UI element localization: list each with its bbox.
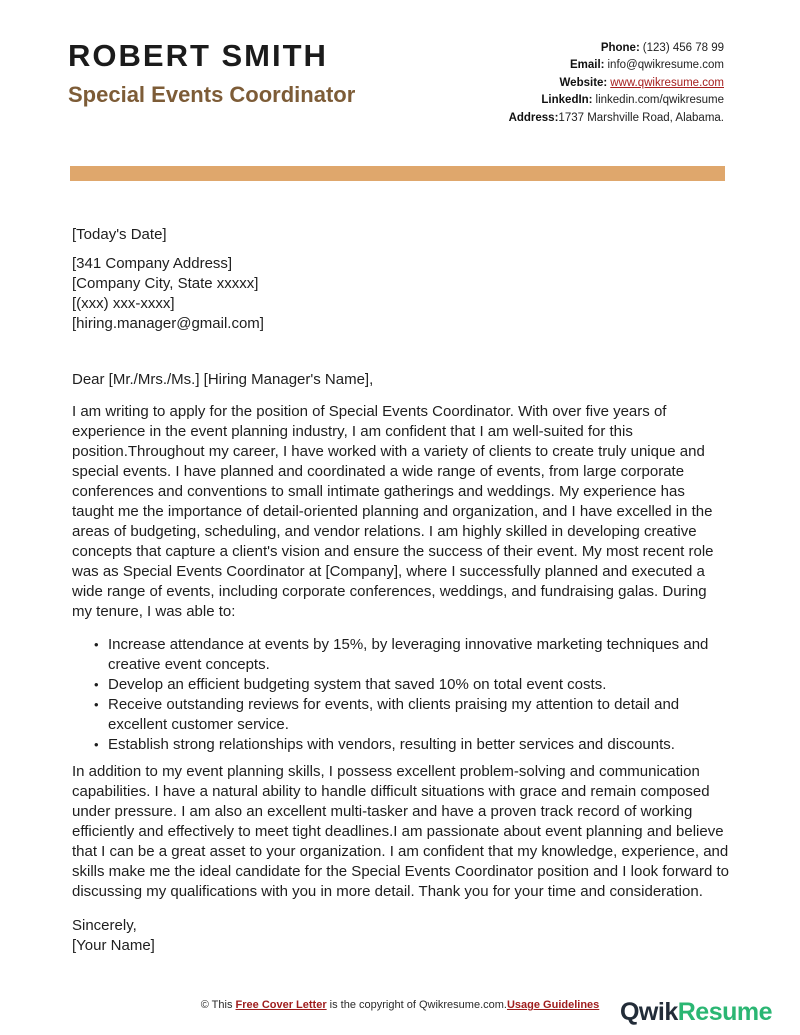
contact-email (509, 57, 724, 74)
bullet-icon: • (94, 677, 99, 693)
closing-line: Sincerely, (72, 917, 137, 935)
address-value: 1737 Marshville Road, Alabama. (558, 111, 724, 124)
website-label: Website: (559, 76, 608, 89)
company-phone-line: [(xxx) xxx-xxxx] (72, 295, 175, 313)
company-email-line: [hiring.manager@gmail.com] (72, 315, 264, 333)
copyright-middle: is the copyright of Qwikresume.com. (326, 999, 507, 1011)
signature-line: [Your Name] (72, 937, 155, 955)
job-title: Special Events Coordinator (68, 82, 356, 107)
list-item-text: Increase attendance at events by 15%, by leveraging innovative marketing techniques and creative event concepts. (108, 636, 709, 674)
contact-linkedin (509, 92, 724, 109)
list-item (94, 695, 730, 735)
usage-guidelines-link[interactable]: Usage Guidelines (506, 999, 600, 1011)
contact-website (509, 75, 724, 92)
contact-info (509, 38, 724, 127)
logo-text-resume: Resume (677, 998, 772, 1026)
qwikresume-logo[interactable] (620, 998, 772, 1027)
paragraph-1: I am writing to apply for the position of Special Events Coordinator. With over five years of experience in the event planning industry, I am confident that I am well-suited for this position.Throughout my career, I have worked with a variety of clients to create truly unique and special events. I have planned and coordinated a wide range of events, from large corporate conferences and conventions to small intimate gatherings and weddings. My experience has taught me the importance of detail-oriented planning and organization, and I have excelled in the areas of budgeting, scheduling, and vendor relations. I am highly skilled in developing creative concepts that capture a client's vision and ensure the success of their event. My most recent role was as Special Events Coordinator at [Company], where I successfully planned and executed a wide range of events, including corporate conferences, weddings, and fundraising galas. During my tenure, I was able to: (72, 403, 714, 621)
address-label: Address: (508, 111, 559, 124)
linkedin-label: LinkedIn: (541, 94, 593, 107)
paragraph-2: In addition to my event planning skills, I possess excellent problem-solving and communication capabilities. I have a natural ability to handle difficult situations with grace and remain composed under pressure. I am also an excellent multi-tasker and have a proven track record of working efficiently and effectively to meet tight deadlines.I am passionate about event planning and believe that I can be a great asset to your organization. I am confident that my knowledge, experience, and skills make me the ideal candidate for the Special Events Coordinator position and I look forward to discussing my qualifications with you in more detail. Thank you for your time and consideration. (72, 763, 730, 901)
list-item-text: Receive outstanding reviews for events, with clients praising my attention to detail and excellent customer service. (108, 696, 680, 734)
linkedin-value: linkedin.com/qwikresume (595, 94, 724, 107)
closing-block (72, 916, 730, 956)
accent-bar (70, 166, 725, 181)
email-label: Email: (569, 59, 605, 72)
website-link[interactable]: www.qwikresume.com (610, 76, 724, 89)
free-cover-letter-link[interactable]: Free Cover Letter (235, 999, 327, 1011)
salutation: Dear [Mr./Mrs./Ms.] [Hiring Manager's Name], (72, 371, 374, 389)
person-name: ROBERT SMITH (68, 38, 328, 73)
date-line: [Today's Date] (72, 226, 167, 244)
list-item (94, 735, 730, 755)
list-item (94, 675, 730, 695)
header (0, 0, 800, 127)
contact-address (509, 110, 724, 127)
phone-label: Phone: (600, 42, 640, 54)
logo-text-qwik: Qwik (619, 998, 678, 1026)
identity-block (68, 38, 355, 108)
phone-value: (123) 456 78 99 (642, 42, 724, 54)
list-item (94, 635, 730, 675)
company-address-line: [341 Company Address] (72, 255, 233, 273)
company-city-line: [Company City, State xxxxx] (72, 275, 259, 293)
company-address-block (72, 254, 730, 334)
contact-phone (509, 40, 724, 57)
list-item-text: Develop an efficient budgeting system that saved 10% on total event costs. (108, 676, 607, 694)
achievements-list (72, 635, 730, 755)
bullet-icon: • (94, 737, 99, 753)
bullet-icon: • (94, 697, 99, 713)
list-item-text: Establish strong relationships with vendors, resulting in better services and discounts. (108, 736, 675, 754)
copyright-prefix: © This (200, 999, 236, 1011)
email-value: info@qwikresume.com (607, 59, 724, 72)
bullet-icon: • (94, 637, 99, 653)
letter-body (0, 225, 800, 956)
